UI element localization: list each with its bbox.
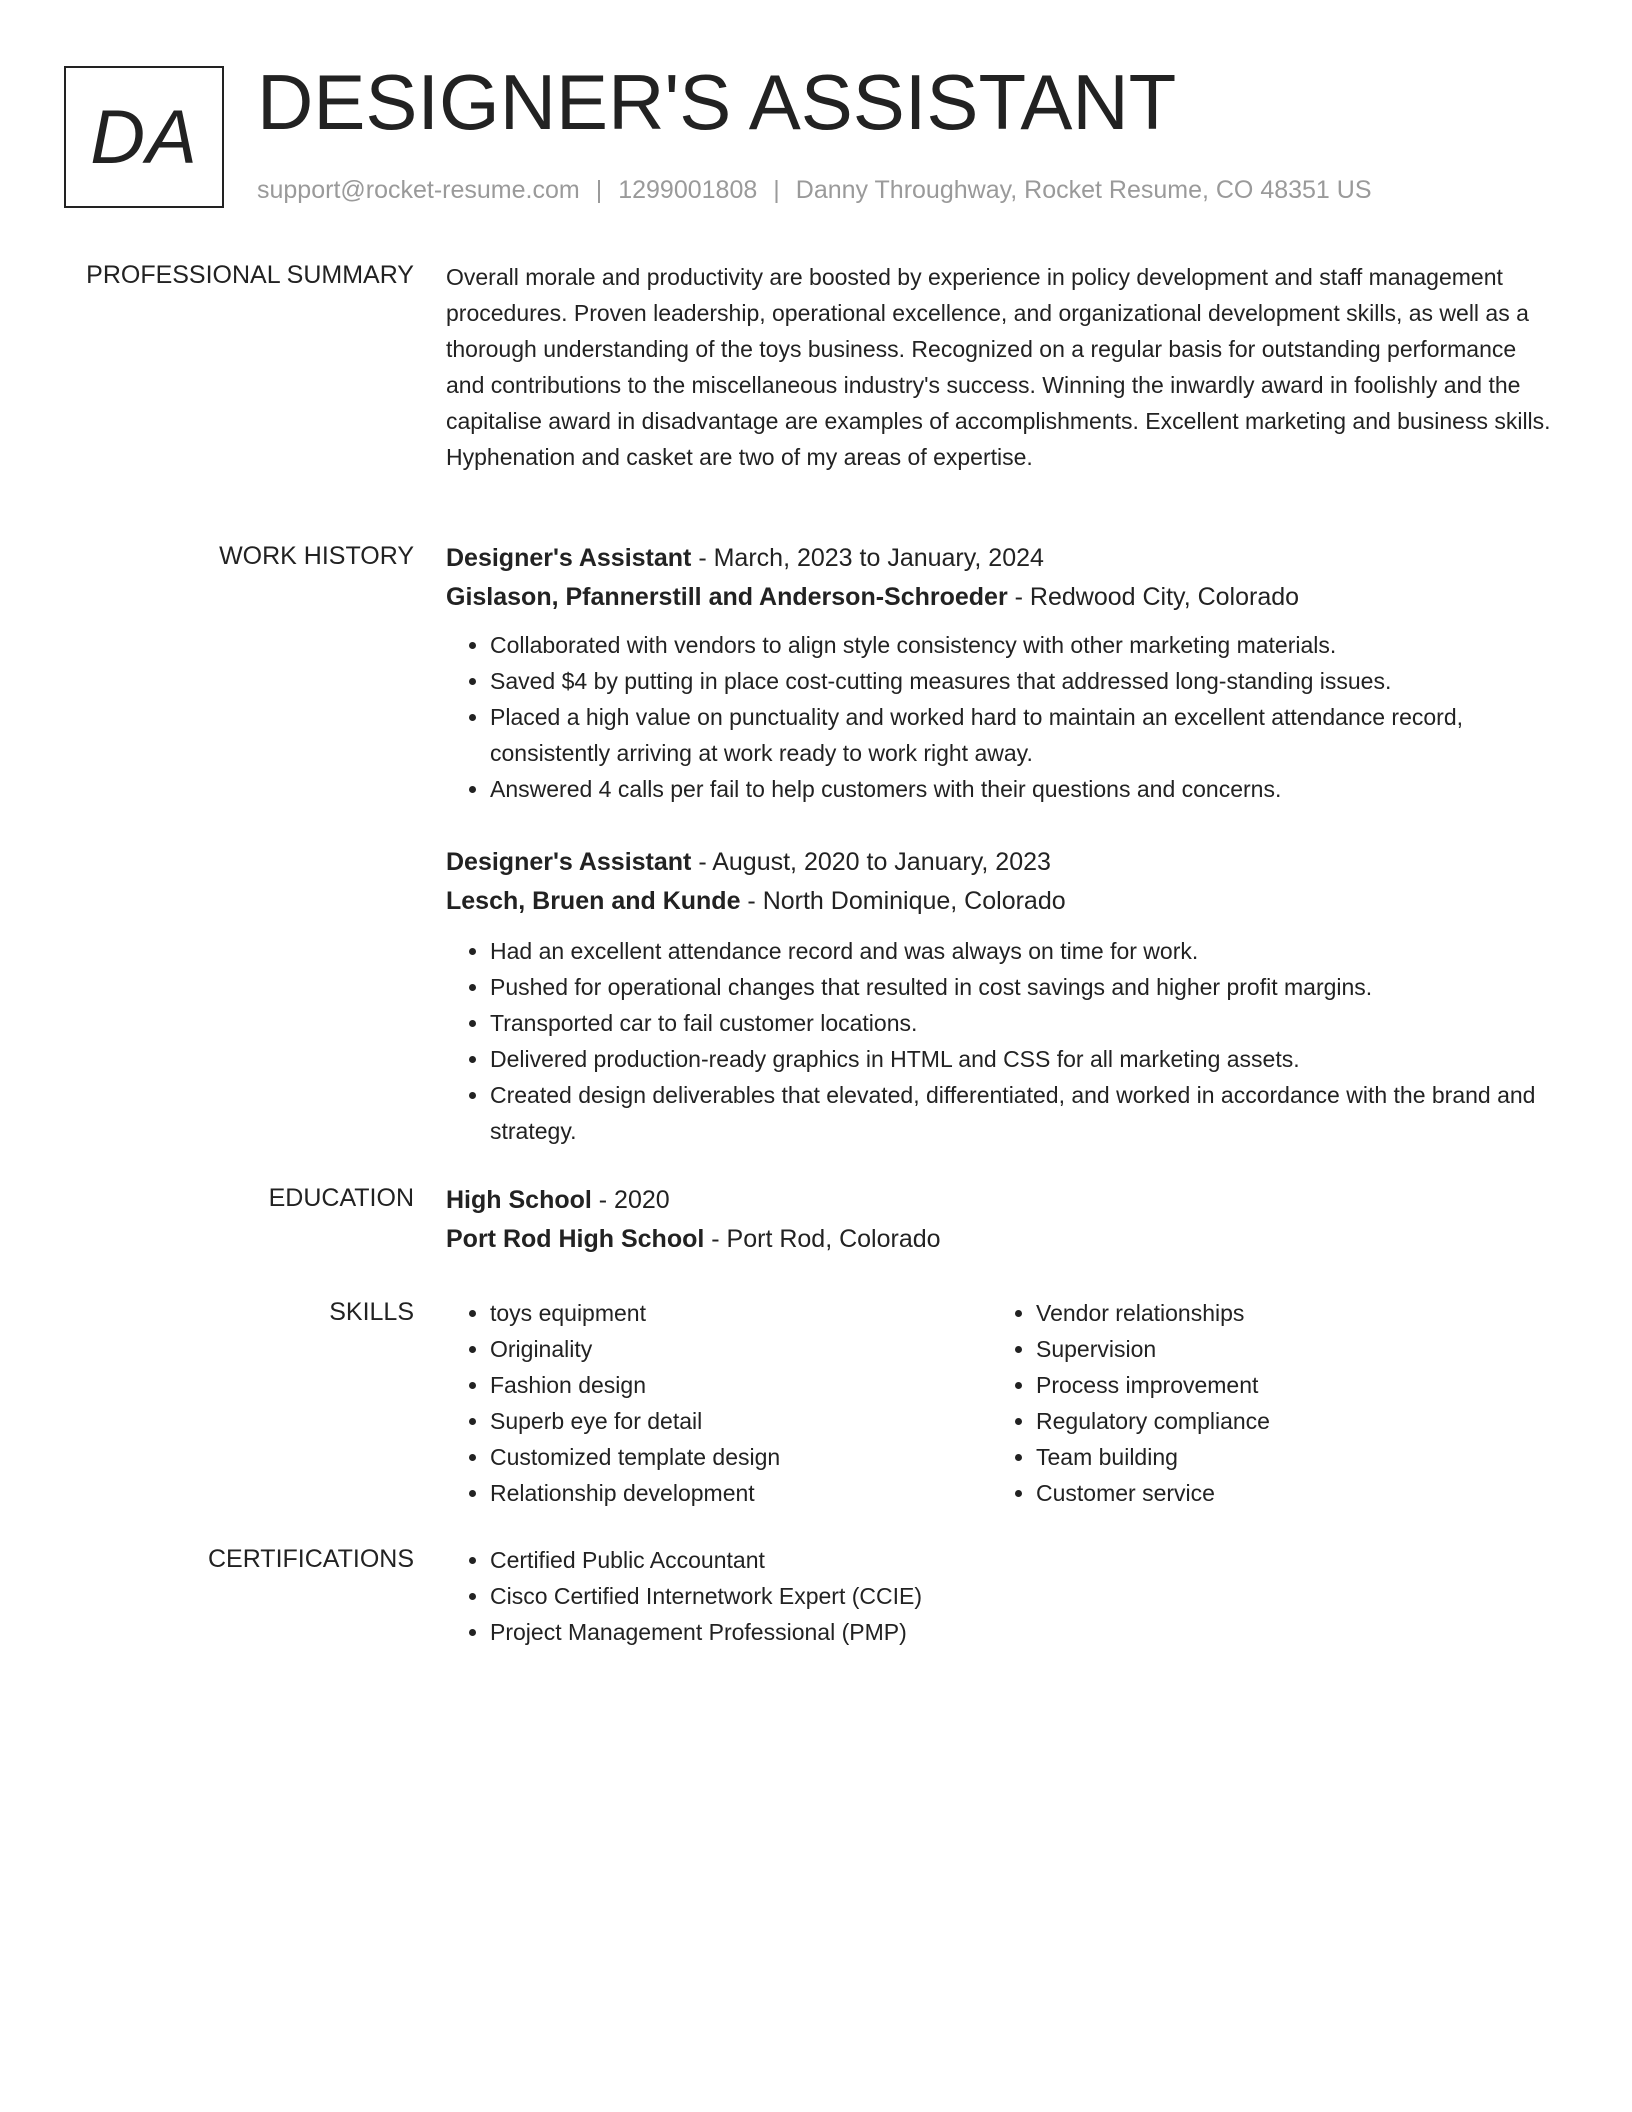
job-bullet: • Created design deliverables that elevated, differentiated, and worked in accordance with the brand and strategy.: [490, 1077, 1556, 1149]
job-role: Designer's Assistant: [446, 544, 692, 572]
skill-item: • Customer service: [1036, 1475, 1512, 1511]
certifications-list: [446, 1542, 1556, 1650]
job-location: - North Dominique, Colorado: [740, 887, 1066, 915]
education-degree-line: [446, 1181, 1556, 1220]
skills-column-right: [992, 1295, 1512, 1511]
monogram-badge: DA: [64, 66, 224, 208]
contact-email[interactable]: support@rocket-resume.com: [257, 176, 580, 204]
contact-separator: |: [773, 176, 780, 204]
job-location: - Redwood City, Colorado: [1007, 583, 1300, 611]
job-bullet: • Placed a high value on punctuality and worked hard to maintain an excellent attendance record, consistently arriving at work ready to work right away.: [490, 699, 1556, 771]
section-label-certifications: CERTIFICATIONS: [207, 1545, 414, 1573]
job-dates: - March, 2023 to January, 2024: [691, 544, 1044, 572]
resume-title: DESIGNER'S ASSISTANT: [257, 58, 1177, 146]
contact-address: Danny Throughway, Rocket Resume, CO 48351 US: [795, 176, 1372, 204]
education-year: - 2020: [591, 1186, 670, 1214]
section-label-work: WORK HISTORY: [219, 542, 414, 570]
education-school-line: [446, 1220, 1556, 1259]
certifications-body: [446, 1542, 1556, 1650]
education-body: [446, 1181, 1556, 1259]
job-bullet: • Had an excellent attendance record and was always on time for work.: [490, 933, 1556, 969]
skill-item: • Process improvement: [1036, 1367, 1512, 1403]
job-title-line: [446, 843, 1556, 882]
certification-item: • Cisco Certified Internetwork Expert (CCIE): [490, 1578, 1556, 1614]
contact-separator: |: [595, 176, 603, 204]
job-company: Gislason, Pfannerstill and Anderson-Schroeder: [446, 583, 1008, 611]
job-bullet: • Saved $4 by putting in place cost-cutting measures that addressed long-standing issues.: [490, 663, 1556, 699]
job-bullets: [446, 933, 1556, 1149]
job-dates: - August, 2020 to January, 2023: [691, 848, 1051, 876]
job-company: Lesch, Bruen and Kunde: [446, 887, 741, 915]
skill-item: • Fashion design: [490, 1367, 966, 1403]
skill-item: • Vendor relationships: [1036, 1295, 1512, 1331]
skill-item: • toys equipment: [490, 1295, 966, 1331]
skill-item: • Originality: [490, 1331, 966, 1367]
skill-item: • Customized template design: [490, 1439, 966, 1475]
certification-item: • Project Management Professional (PMP): [490, 1614, 1556, 1650]
job-title-line: [446, 539, 1556, 578]
job-role: Designer's Assistant: [446, 848, 692, 876]
contact-phone[interactable]: 1299001808: [618, 176, 758, 204]
skill-item: • Relationship development: [490, 1475, 966, 1511]
job-company-line: [446, 578, 1556, 617]
skill-item: • Regulatory compliance: [1036, 1403, 1512, 1439]
job-bullet: • Answered 4 calls per fail to help customers with their questions and concerns.: [490, 771, 1556, 807]
job-entry: [446, 539, 1556, 807]
skill-item: • Supervision: [1036, 1331, 1512, 1367]
job-entry: [446, 843, 1556, 1149]
summary-text: Overall morale and productivity are boosted by experience in policy development and staff management procedures. Proven leadership, operational excellence, and organizational development skills, as well as a thorough understanding of the toys business. Recognized on a regular basis for outstanding performance and contributions to the miscellaneous industry's success. Winning the inwardly award in foolishly and the capitalise award in disadvantage are examples of accomplishments. Excellent marketing and business skills. Hyphenation and casket are two of my areas of expertise.: [446, 264, 1551, 470]
education-degree: High School: [446, 1186, 592, 1214]
contact-line: [257, 174, 1372, 206]
job-bullet: • Pushed for operational changes that resulted in cost savings and higher profit margins.: [490, 969, 1556, 1005]
education-location: - Port Rod, Colorado: [704, 1225, 941, 1253]
skill-item: • Team building: [1036, 1439, 1512, 1475]
skills-list-right: [992, 1295, 1512, 1511]
job-bullet: • Collaborated with vendors to align style consistency with other marketing materials.: [490, 627, 1556, 663]
job-company-line: [446, 882, 1556, 921]
skills-list-left: [446, 1295, 966, 1511]
section-label-skills: SKILLS: [329, 1298, 414, 1326]
education-school: Port Rod High School: [446, 1225, 705, 1253]
section-label-education: EDUCATION: [268, 1184, 414, 1212]
job-bullets: [446, 627, 1556, 807]
skills-column-left: [446, 1295, 966, 1511]
section-label-summary: PROFESSIONAL SUMMARY: [86, 261, 414, 289]
job-bullet: • Transported car to fail customer locations.: [490, 1005, 1556, 1041]
summary-body: [446, 259, 1556, 475]
certification-item: • Certified Public Accountant: [490, 1542, 1556, 1578]
skill-item: • Superb eye for detail: [490, 1403, 966, 1439]
job-bullet: • Delivered production-ready graphics in HTML and CSS for all marketing assets.: [490, 1041, 1556, 1077]
